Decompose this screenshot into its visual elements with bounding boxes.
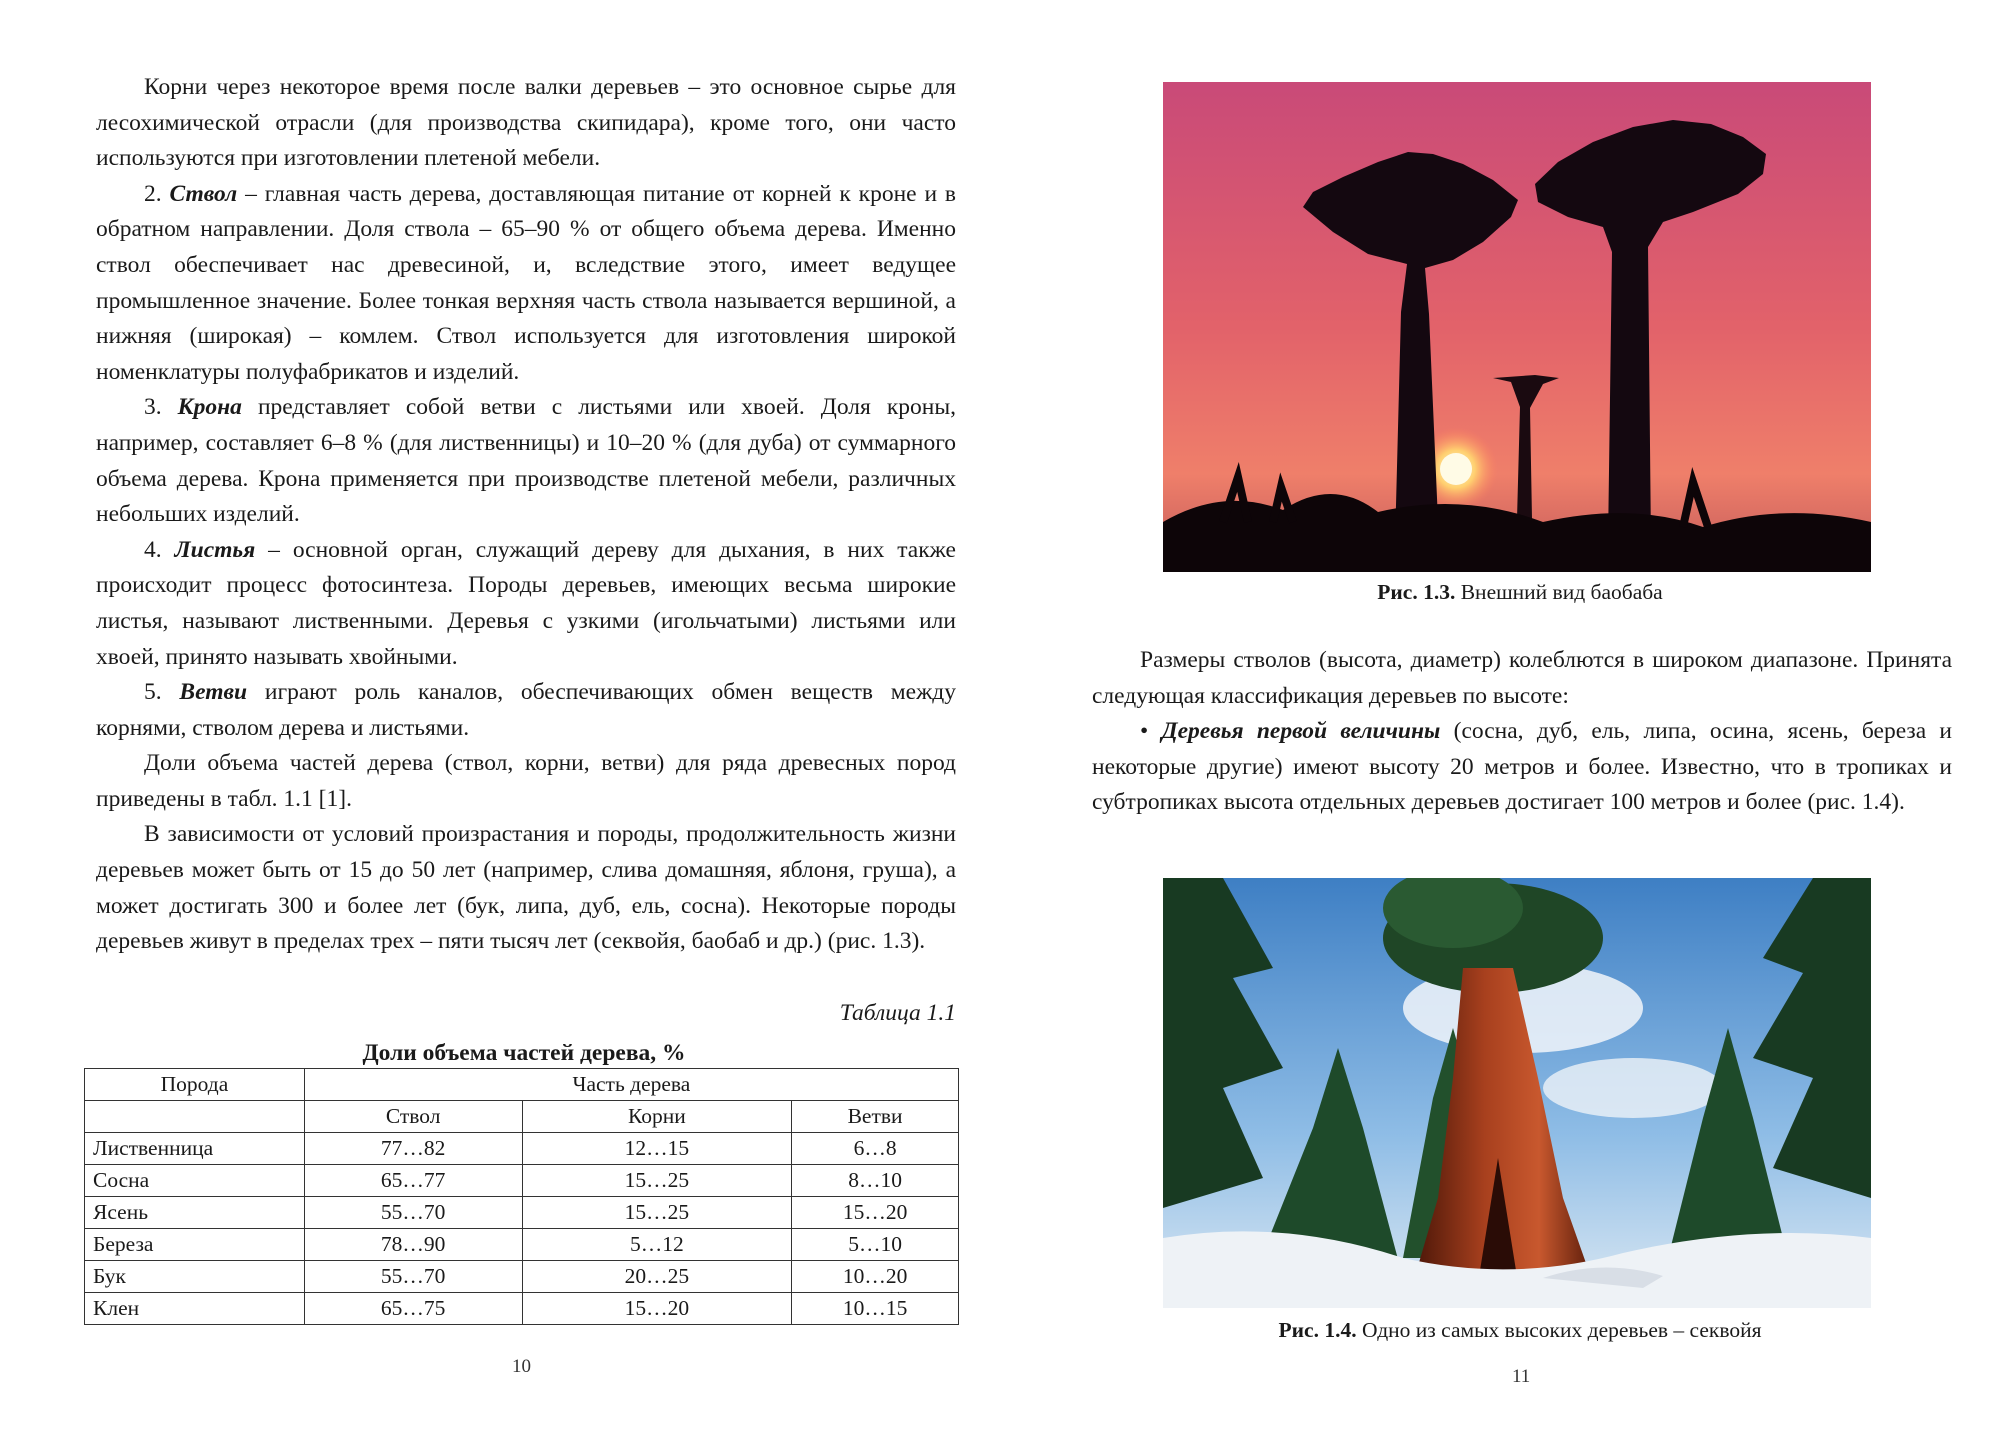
cell-roots: 15…20 — [522, 1293, 792, 1325]
table-row — [85, 1229, 959, 1261]
header-empty — [85, 1101, 305, 1133]
header-part: Часть дерева — [304, 1069, 958, 1101]
page-number-right: 11 — [1512, 1366, 1531, 1387]
table-header-row — [85, 1069, 959, 1101]
figure-1-3-label: Рис. 1.3. — [1377, 580, 1456, 604]
paragraph-roots: Корни через некоторое время после валки деревьев – это основное сырье для лесохимической отрасли (для производства скипидара), кроме того, они часто используются при изготовлении плетеной мебели. — [96, 74, 956, 172]
figure-1-4-caption — [1100, 1318, 1940, 1343]
table-row — [85, 1165, 959, 1197]
cell-trunk: 55…70 — [304, 1197, 522, 1229]
header-breed: Порода — [85, 1069, 305, 1101]
left-text-column — [96, 70, 956, 960]
cell-branches: 10…20 — [792, 1261, 959, 1293]
figure-1-4-label: Рис. 1.4. — [1278, 1318, 1357, 1342]
cell-roots: 20…25 — [522, 1261, 792, 1293]
term-branches: Ветви — [179, 679, 248, 706]
page-number-left: 10 — [512, 1356, 531, 1377]
cell-trunk: 78…90 — [304, 1229, 522, 1261]
cell-breed: Лиственница — [85, 1133, 305, 1165]
cell-trunk: 77…82 — [304, 1133, 522, 1165]
header-roots: Корни — [522, 1101, 792, 1133]
paragraph-sizes: Размеры стволов (высота, диаметр) колеблются в широком диапазоне. Принята следующая классификация деревьев по высоте: — [1092, 647, 1952, 709]
cell-trunk: 65…77 — [304, 1165, 522, 1197]
paragraph-branches: 5. Ветви играют роль каналов, обеспечивающих обмен веществ между корнями, стволом дерева и листьями. — [96, 679, 957, 741]
figure-1-3-text: Внешний вид баобаба — [1455, 580, 1663, 604]
cell-branches: 6…8 — [792, 1133, 959, 1165]
cell-roots: 5…12 — [522, 1229, 792, 1261]
paragraph-trunk: 2. Ствол – главная часть дерева, доставляющая питание от корней к кроне и в обратном направлении. Доля ствола – 65–90 % от общего объема дерева. Именно ствол обеспечивает нас древесиной, и, вследствие этого, имеет ведущее промышленное значение. Более тонкая верхняя часть ствола называется вершиной, а нижняя (широкая) – комлем. Ствол используется для изготовления широкой номенклатуры полуфабрикатов и изделий. — [96, 180, 957, 385]
cell-branches: 5…10 — [792, 1229, 959, 1261]
cell-breed: Ясень — [85, 1197, 305, 1229]
header-branches: Ветви — [792, 1101, 959, 1133]
cell-trunk: 55…70 — [304, 1261, 522, 1293]
table-row — [85, 1133, 959, 1165]
cell-breed: Клен — [85, 1293, 305, 1325]
right-page — [1000, 0, 2000, 1448]
paragraph-leaves: 4. Листья – основной орган, служащий дереву для дыхания, в них также происходит процесс фотосинтеза. Породы деревьев, имеющих весьма широкие листья, называют лиственными. Деревья с узкими (игольчатыми) листьями или хвоей, принято называть хвойными. — [96, 536, 956, 670]
cell-roots: 15…25 — [522, 1165, 792, 1197]
cell-roots: 15…25 — [522, 1197, 792, 1229]
table-label: Таблица 1.1 — [839, 1000, 956, 1026]
term-first-magnitude: Деревья первой величины — [1161, 718, 1441, 745]
baobab-photo — [1163, 82, 1871, 572]
figure-1-4-text: Одно из самых высоких деревьев – секвойя — [1356, 1318, 1762, 1342]
cell-branches: 10…15 — [792, 1293, 959, 1325]
volume-share-table — [84, 1068, 959, 1325]
sequoia-photo — [1163, 878, 1871, 1308]
table-title: Доли объема частей дерева, % — [362, 1040, 686, 1066]
paragraph-crown: 3. Крона представляет собой ветви с листьями или хвоей. Доля кроны, например, составляет 6–8 % (для лиственницы) и 10–20 % (для дуба) от суммарного объема дерева. Крона применяется при производстве плетеной мебели, различных небольших изделий. — [96, 394, 956, 528]
term-trunk: Ствол — [169, 180, 238, 207]
cell-breed: Сосна — [85, 1165, 305, 1197]
table-row — [85, 1293, 959, 1325]
cell-branches: 15…20 — [792, 1197, 959, 1229]
cell-branches: 8…10 — [792, 1165, 959, 1197]
paragraph-table-ref: Доли объема частей дерева (ствол, корни, ветви) для ряда древесных пород приведены в табл. 1.1 [1]. — [96, 750, 956, 812]
bullet-first-magnitude: • Деревья первой величины (сосна, дуб, ель, липа, осина, ясень, береза и некоторые другие) имеют высоту 20 метров и более. Известно, что в тропиках и субтропиках высота отдельных деревьев достигает 100 метров и более (рис. 1.4). — [1092, 718, 1953, 816]
cell-trunk: 65…75 — [304, 1293, 522, 1325]
cell-roots: 12…15 — [522, 1133, 792, 1165]
right-text-column — [1092, 643, 1952, 821]
bullet-marker: • — [1140, 718, 1149, 745]
paragraph-lifespan: В зависимости от условий произрастания и породы, продолжительность жизни деревьев может быть от 15 до 50 лет (например, слива домашняя, яблоня, груша), а может достигать 300 и более лет (бук, липа, дуб, ель, сосна). Некоторые породы деревьев живут в пределах трех – пяти тысяч лет (секвойя, баобаб и др.) (рис. 1.3). — [96, 821, 956, 955]
table-row — [85, 1261, 959, 1293]
figure-1-3-caption — [1100, 580, 1940, 605]
cell-breed: Береза — [85, 1229, 305, 1261]
term-leaves: Листья — [174, 536, 256, 563]
term-crown: Крона — [177, 394, 242, 421]
cell-breed: Бук — [85, 1261, 305, 1293]
table-row — [85, 1197, 959, 1229]
header-trunk: Ствол — [304, 1101, 522, 1133]
table-subheader-row — [85, 1101, 959, 1133]
